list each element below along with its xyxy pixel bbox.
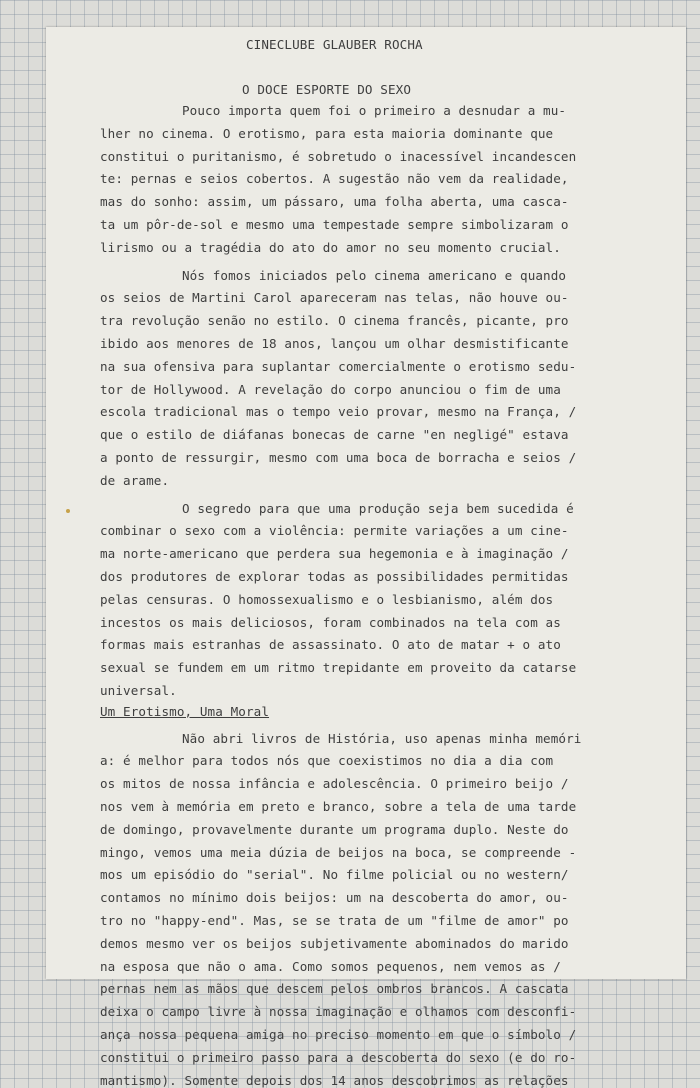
text-line: escola tradicional mas o tempo veio provar, mesmo na França, /	[100, 404, 577, 420]
typewritten-page	[46, 27, 686, 1088]
text-line: combinar o sexo com a violência: permite variações a um cine-	[100, 523, 569, 539]
text-line: te: pernas e seios cobertos. A sugestão não vem da realidade,	[100, 171, 569, 187]
text-line: demos mesmo ver os beijos subjetivamente abominados do marido	[100, 935, 569, 951]
text-line: mingo, vemos uma meia dúzia de beijos na boca, se compreende -	[100, 844, 577, 860]
text-line: que o estilo de diáfanas bonecas de carne "en negligé" estava	[100, 427, 569, 443]
text-line: deixa o campo livre à nossa imaginação e olhamos com desconfi-	[100, 1004, 577, 1020]
text-line: na sua ofensiva para suplantar comercialmente o erotismo sedu-	[100, 358, 577, 374]
text-line: tra revolução senão no estilo. O cinema francês, picante, pro	[100, 313, 569, 329]
text-line: constitui o puritanismo, é sobretudo o inacessível incandescen	[100, 148, 577, 164]
document-header: CINECLUBE GLAUBER ROCHA	[246, 37, 423, 52]
text-line: a ponto de ressurgir, mesmo com uma boca de borracha e seios /	[100, 450, 577, 465]
text-line: ança nossa pequena amiga no preciso momento em que o símbolo /	[100, 1027, 577, 1042]
text-line: lher no cinema. O erotismo, para esta maioria dominante que	[100, 125, 554, 141]
text-line: na esposa que não o ama. Como somos pequenos, nem vemos as /	[100, 958, 561, 974]
section-subheading: Um Erotismo, Uma Moral	[100, 703, 270, 719]
text-line: constitui o primeiro passo para a descoberta do sexo (e do ro-	[100, 1049, 577, 1065]
text-line: sexual se fundem em um ritmo trepidante em proveito da catarse	[100, 660, 577, 676]
text-line: nos vem à memória em preto e branco, sobre a tela de uma tarde	[100, 799, 577, 814]
text-line: ibido aos menores de 18 anos, lançou um olhar desmistificante	[100, 336, 569, 351]
text-line: tro no "happy-end". Mas, se se trata de um "filme de amor" po	[100, 913, 569, 928]
text-line: pelas censuras. O homossexualismo e o lesbianismo, além dos	[100, 591, 554, 607]
text-line: universal.	[100, 683, 177, 698]
text-line: ta um pôr-de-sol e mesmo uma tempestade sempre simbolizaram o	[100, 217, 569, 232]
text-line: a: é melhor para todos nós que coexistimos no dia a dia com	[100, 753, 554, 769]
text-line: Nós fomos iniciados pelo cinema americano e quando	[182, 267, 567, 283]
text-line: os seios de Martini Carol apareceram nas telas, não houve ou-	[100, 290, 569, 306]
text-line: mantismo). Somente depois dos 14 anos descobrimos as relações	[100, 1072, 569, 1088]
text-line: ma norte-americano que perdera sua hegemonia e à imaginação /	[100, 546, 569, 562]
text-line: Não abri livros de História, uso apenas minha memóri	[182, 730, 582, 746]
text-line: mas do sonho: assim, um pássaro, uma folha aberta, uma casca-	[100, 194, 569, 210]
text-line: dos produtores de explorar todas as possibilidades permitidas	[100, 569, 569, 584]
text-line: Pouco importa quem foi o primeiro a desnudar a mu-	[182, 103, 567, 118]
text-line: lirismo ou a tragédia do ato do amor no seu momento crucial.	[100, 239, 561, 255]
document-title: O DOCE ESPORTE DO SEXO	[242, 82, 412, 97]
text-line: formas mais estranhas de assassinato. O ato de matar + o ato	[100, 637, 561, 653]
text-line: contamos no mínimo dois beijos: um na descoberta do amor, ou-	[100, 890, 569, 906]
paper-mark	[66, 509, 70, 513]
text-line: de domingo, provavelmente durante um programa duplo. Neste do	[100, 821, 569, 837]
text-line: mos um episódio do "serial". No filme policial ou no western/	[100, 867, 569, 883]
text-line: O segredo para que uma produção seja bem sucedida é	[182, 500, 574, 516]
text-line: de arame.	[100, 472, 170, 488]
text-line: tor de Hollywood. A revelação do corpo anunciou o fim de uma	[100, 381, 561, 397]
text-line: pernas nem as mãos que descem pelos ombros brancos. A cascata	[100, 981, 569, 997]
text-line: os mitos de nossa infância e adolescência. O primeiro beijo /	[100, 776, 569, 792]
text-line: incestos os mais deliciosos, foram combinados na tela com as	[100, 614, 561, 630]
